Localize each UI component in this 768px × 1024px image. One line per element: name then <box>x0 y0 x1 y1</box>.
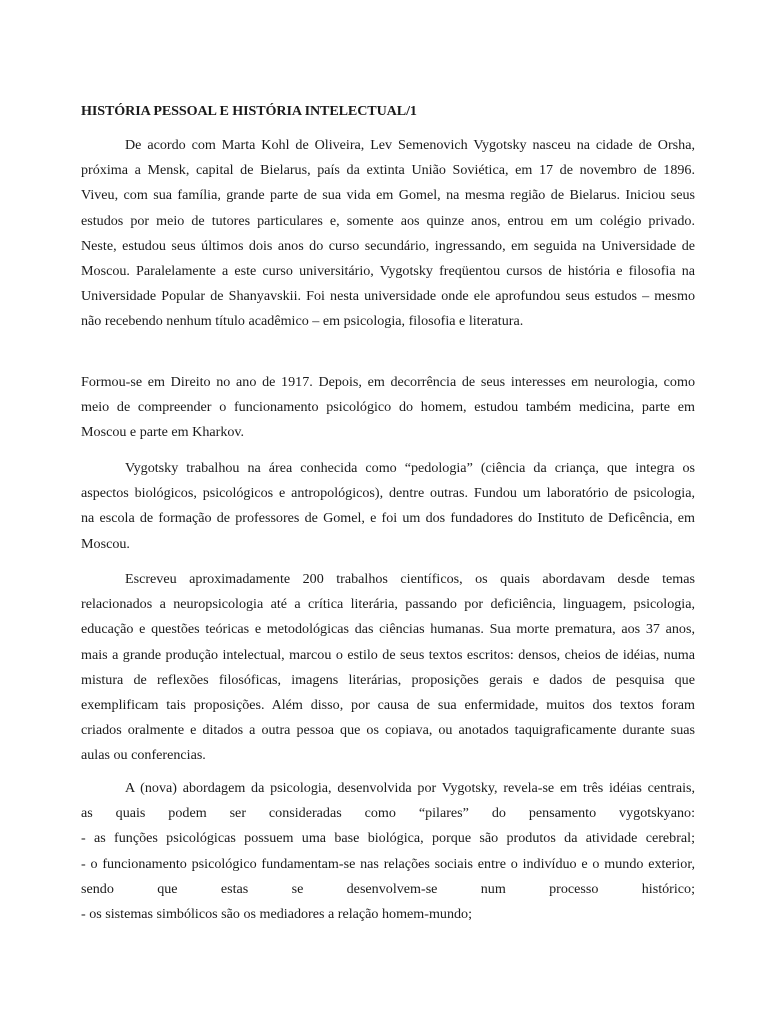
text-line: Moscou. <box>81 535 130 552</box>
paragraph-biography <box>37 133 695 335</box>
paragraph-writings <box>37 567 695 769</box>
text-line: Formou-se em Direito no ano de 1917. Depois, em decorrência de seus interesses em neurologia, como <box>81 374 695 390</box>
text-line: não recebendo nenhum título acadêmico – em psicologia, filosofia e literatura. <box>81 313 524 330</box>
text-line: as quais podem ser consideradas como “pilares” do pensamento vygotskyano: <box>81 805 695 822</box>
text-line: - os sistemas simbólicos são os mediadores a relação homem-mundo; <box>81 906 473 923</box>
text-line: A (nova) abordagem da psicologia, desenvolvida por Vygotsky, revela-se em três idéias centrais, <box>125 780 695 796</box>
text-line: na escola de formação de professores de Gomel, e foi um dos fundadores do Instituto de Deficência, em <box>81 510 695 527</box>
text-line: - as funções psicológicas possuem uma base biológica, porque são produtos da atividade cerebral; <box>81 830 695 847</box>
text-line: Neste, estudou seus últimos dois anos do curso secundário, ingressando, em seguida na Universidade de <box>81 237 695 254</box>
text-line: meio de compreender o funcionamento psicológico do homem, estudou também medicina, parte em <box>81 399 695 416</box>
text-line: Moscou e parte em Kharkov. <box>81 424 245 441</box>
text-line: De acordo com Marta Kohl de Oliveira, Lev Semenovich Vygotsky nasceu na cidade de Orsha, <box>125 137 695 153</box>
text-line: Universidade Popular de Shanyavskii. Foi nesta universidade onde ele aprofundou seus estudos – mesmo <box>81 288 695 305</box>
text-line: relacionados a neuropsicologia até a crítica literária, passando por deficiência, linguagem, psicologia, <box>81 596 695 613</box>
text-line: Viveu, com sua família, grande parte de sua vida em Gomel, na mesma região de Bielarus. Iniciou seus <box>81 187 695 204</box>
paragraph-pillars <box>37 776 695 927</box>
text-line: aulas ou conferencias. <box>81 747 206 764</box>
text-line: aspectos biológicos, psicológicos e antropológicos), dentre outras. Fundou um laboratório de psicologia, <box>81 485 695 502</box>
text-line: Vygotsky trabalhou na área conhecida como “pedologia” (ciência da criança, que integra os <box>125 460 695 476</box>
text-line: educação e questões teóricas e metodológicas das ciências humanas. Sua morte prematura, aos 37 anos, <box>81 621 695 638</box>
paragraph-education <box>37 370 695 446</box>
text-line: criados oralmente e ditados a outra pessoa que os copiava, ou anotados taquigraficamente durante suas <box>81 722 695 739</box>
text-line: próxima a Mensk, capital de Bielarus, país da extinta União Soviética, em 17 de novembro de 1896. <box>81 162 695 179</box>
text-line: Escreveu aproximadamente 200 trabalhos científicos, os quais abordavam desde temas <box>125 571 695 587</box>
text-line: estudos por meio de tutores particulares e, somente aos quinze anos, entrou em um colégio privado. <box>81 212 695 229</box>
text-line: mais a grande produção intelectual, marcou o estilo de seus textos escritos: densos, cheios de idéias, numa <box>81 646 695 663</box>
text-line: Moscou. Paralelamente a este curso universitário, Vygotsky freqüentou cursos de história e filosofia na <box>81 263 695 280</box>
paragraph-work <box>37 456 695 557</box>
text-line: mistura de reflexões filosóficas, imagens literárias, proposições gerais e dados de pesquisa que <box>81 671 695 688</box>
text-line: exemplificam tais proposições. Além disso, por causa de sua enfermidade, muitos dos textos foram <box>81 697 695 714</box>
text-line: - o funcionamento psicológico fundamentam-se nas relações sociais entre o indivíduo e o mundo exterior, <box>81 855 695 872</box>
section-title: HISTÓRIA PESSOAL E HISTÓRIA INTELECTUAL/1 <box>81 103 417 119</box>
text-line: sendo que estas se desenvolvem-se num processo histórico; <box>81 880 695 897</box>
